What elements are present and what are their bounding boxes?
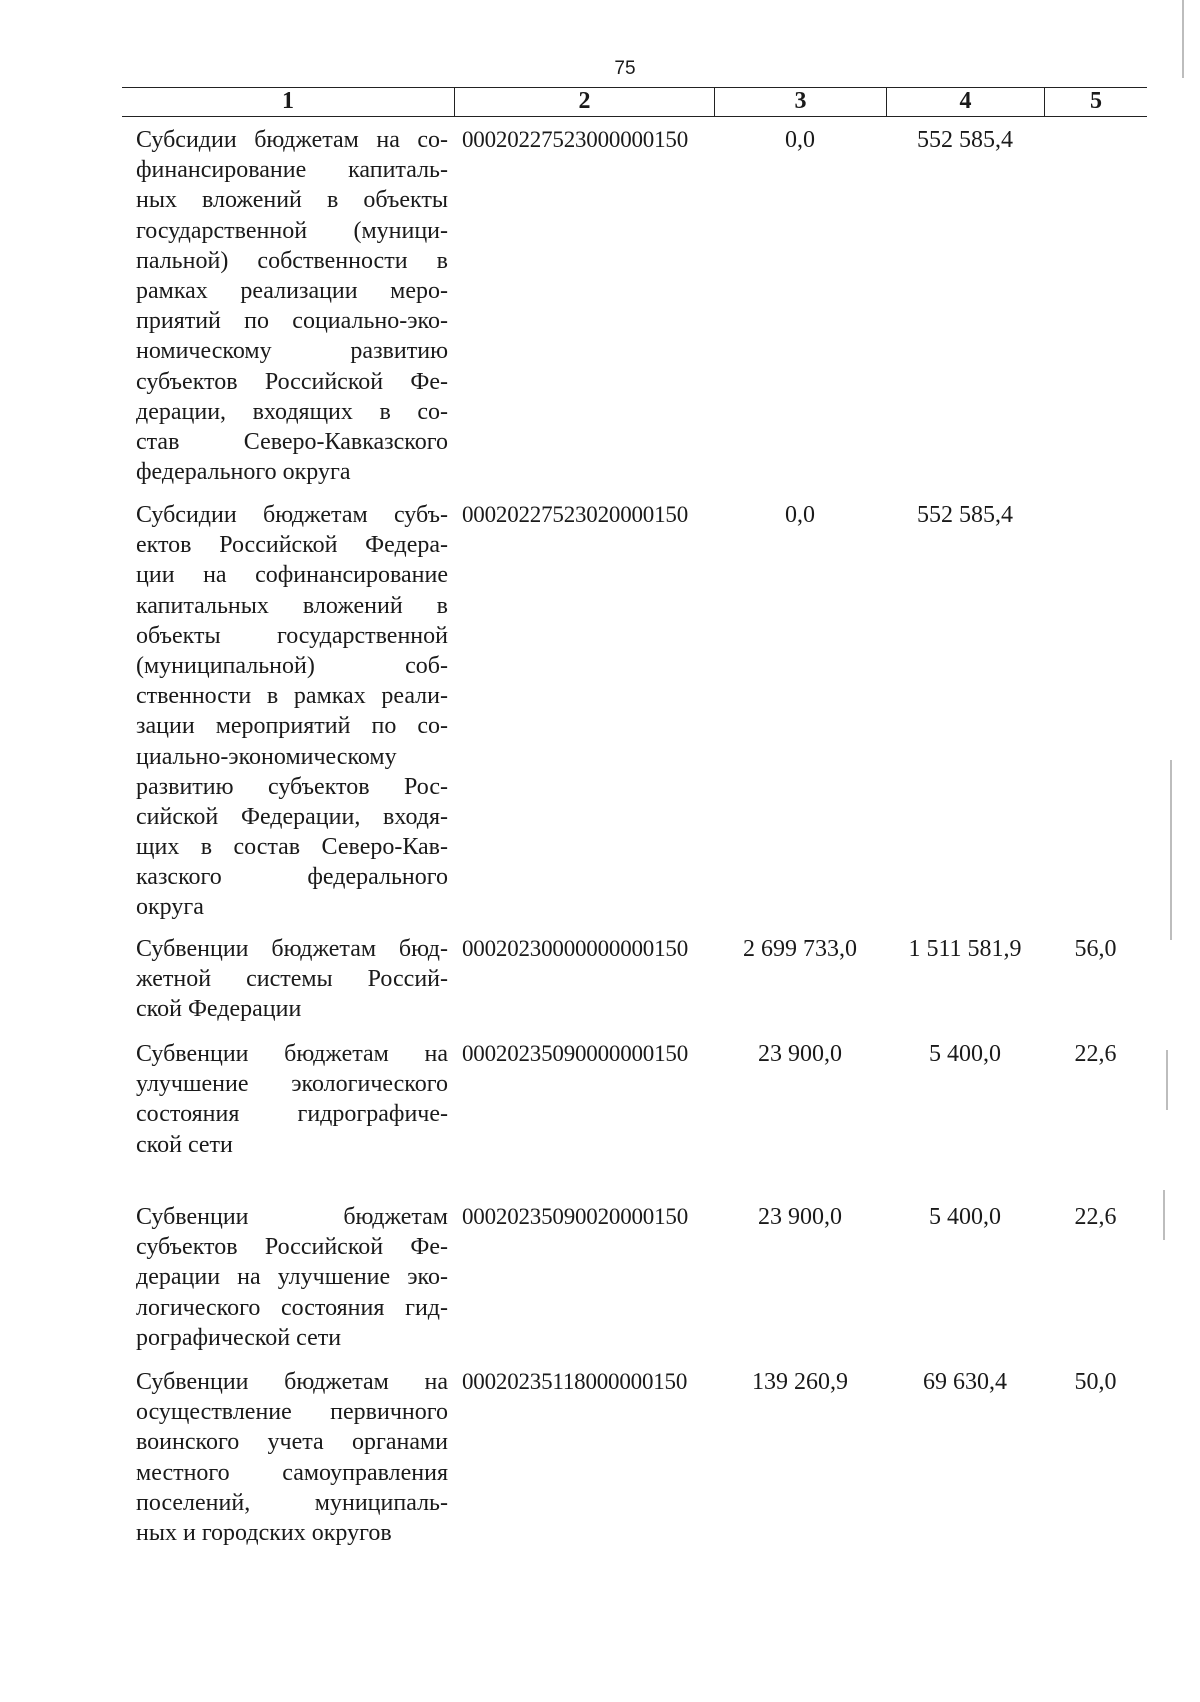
description-line: субъектов Российской Фе-: [136, 1234, 448, 1261]
budget-code: 00020230000000000150: [462, 936, 689, 961]
header-col-5: 5: [1044, 88, 1147, 116]
value-col-5: 22,6: [1074, 1204, 1117, 1230]
description-line: дерации, входящих в со-: [136, 398, 448, 425]
page-number: 75: [614, 58, 636, 79]
description-line: приятий по социально-эко-: [136, 308, 448, 335]
header-col-2: 2: [454, 88, 714, 116]
description-line: Субвенции бюджетам на: [136, 1041, 448, 1067]
description-line: сийской Федерации, входя-: [136, 803, 448, 830]
value-col-4: 552 585,4: [917, 127, 1013, 153]
description-line: ской Федерации: [136, 996, 302, 1023]
value-col-4: 1 511 581,9: [908, 936, 1022, 962]
value-col-3: 139 260,9: [752, 1369, 848, 1395]
row-description: [136, 125, 448, 487]
budget-code: 00020235090000000150: [462, 1041, 689, 1066]
description-line: государственной (муници-: [136, 217, 448, 244]
description-line: логического состояния гид-: [136, 1294, 448, 1321]
description-line: Субсидии бюджетам на со-: [136, 127, 448, 153]
description-line: (муниципальной) соб-: [136, 652, 448, 679]
value-col-3: 0,0: [785, 127, 815, 153]
budget-code: 00020227523000000150: [462, 127, 689, 152]
description-line: рамках реализации меро-: [136, 277, 448, 304]
description-line: пальной) собственности в: [136, 247, 448, 274]
scan-edge-mark: [1166, 1050, 1168, 1110]
row-description: [136, 500, 448, 923]
budget-code: 00020235090020000150: [462, 1204, 689, 1229]
description-line: жетной системы Россий-: [136, 966, 448, 993]
budget-table: [122, 87, 1147, 1546]
description-line: развитию субъектов Рос-: [136, 773, 448, 800]
header-col-1: 1: [282, 88, 294, 114]
description-line: ской сети: [136, 1131, 233, 1158]
description-line: улучшение экологического: [136, 1071, 448, 1098]
description-line: осуществление первичного: [136, 1399, 448, 1426]
description-line: субъектов Российской Фе-: [136, 368, 448, 395]
description-line: местного самоуправления: [136, 1459, 448, 1486]
value-col-4: 5 400,0: [929, 1204, 1001, 1230]
scan-edge-mark: [1170, 760, 1172, 940]
scan-edge-mark: [1182, 0, 1184, 78]
description-line: ных и городских округов: [136, 1519, 392, 1546]
scan-edge-mark: [1163, 1190, 1165, 1240]
budget-code: 00020235118000000150: [462, 1369, 688, 1394]
row-description: [136, 934, 448, 1025]
description-line: ных вложений в объекты: [136, 187, 448, 214]
value-col-4: 5 400,0: [929, 1041, 1001, 1067]
description-line: зации мероприятий по со-: [136, 713, 448, 740]
row-description: [136, 1039, 448, 1160]
description-line: Субвенции бюджетам на: [136, 1369, 448, 1395]
description-line: рографической сети: [136, 1324, 342, 1351]
description-line: финансирование капиталь-: [136, 157, 448, 184]
value-col-4: 69 630,4: [923, 1369, 1007, 1395]
description-line: ектов Российской Федера-: [136, 532, 448, 559]
table-header: [122, 87, 1147, 117]
description-line: номическому развитию: [136, 338, 448, 365]
value-col-5: 22,6: [1074, 1041, 1117, 1067]
header-col-4: 4: [886, 88, 1044, 116]
description-line: капитальных вложений в: [136, 592, 448, 619]
description-line: федерального округа: [136, 459, 351, 486]
value-col-3: 2 699 733,0: [743, 936, 857, 962]
description-line: Субсидии бюджетам субъ-: [136, 502, 448, 528]
header-col-3: 3: [714, 88, 886, 116]
description-line: ственности в рамках реали-: [136, 683, 448, 710]
value-col-3: 23 900,0: [758, 1204, 842, 1230]
description-line: воинского учета органами: [136, 1429, 448, 1456]
description-line: Субвенции бюджетам: [136, 1204, 448, 1230]
budget-code: 00020227523020000150: [462, 502, 689, 527]
description-line: казского федерального: [136, 864, 448, 891]
value-col-5: 56,0: [1074, 936, 1117, 962]
description-line: объекты государственной: [136, 622, 448, 649]
description-line: циально-экономическому: [136, 743, 397, 770]
description-line: состояния гидрографиче-: [136, 1101, 448, 1128]
description-line: став Северо-Кавказского: [136, 428, 448, 455]
description-line: дерации на улучшение эко-: [136, 1264, 448, 1291]
row-description: [136, 1202, 448, 1353]
value-col-4: 552 585,4: [917, 502, 1013, 528]
description-line: щих в состав Северо-Кав-: [136, 834, 448, 861]
description-line: округа: [136, 894, 204, 921]
description-line: поселений, муниципаль-: [136, 1489, 448, 1516]
description-line: Субвенции бюджетам бюд-: [136, 936, 448, 962]
value-col-5: 50,0: [1074, 1369, 1117, 1395]
value-col-3: 0,0: [785, 502, 815, 528]
row-description: [136, 1367, 448, 1548]
value-col-3: 23 900,0: [758, 1041, 842, 1067]
description-line: ции на софинансирование: [136, 562, 448, 589]
